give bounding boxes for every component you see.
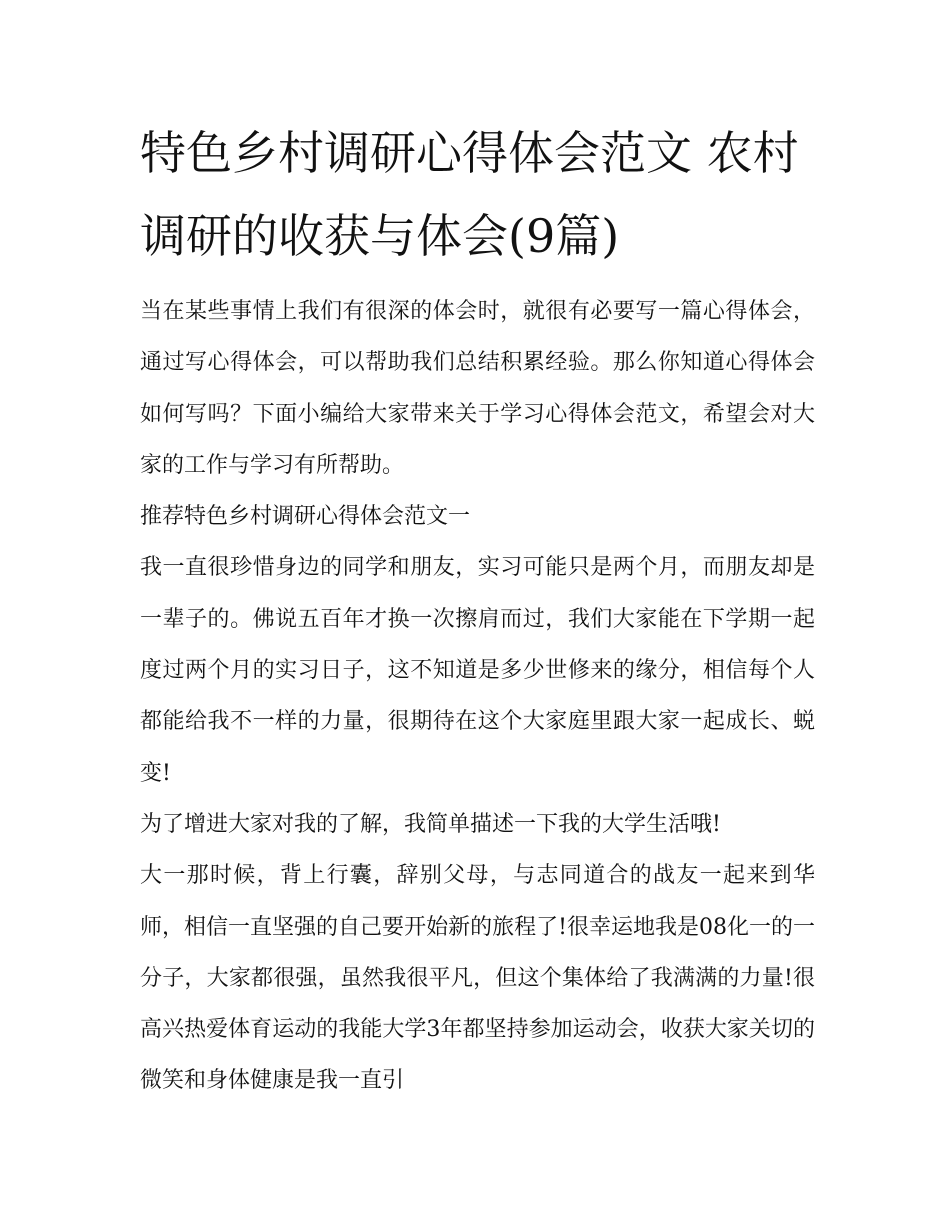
body-paragraph: 我一直很珍惜身边的同学和朋友，实习可能只是两个月，而朋友却是一辈子的。佛说五百年才换一次擦肩而过，我们大家能在下学期一起度过两个月的实习日子，这不知道是多少世修来的缘分，相信每个人都能给我不一样的力量，很期待在这个大家庭里跟大家一起成长、蜕变! [140, 555, 815, 786]
intro-paragraph: 当在某些事情上我们有很深的体会时，就很有必要写一篇心得体会，通过写心得体会，可以帮助我们总结积累经验。那么你知道心得体会如何写吗？下面小编给大家带来关于学习心得体会范文，希望会对大家的工作与学习有所帮助。 [140, 299, 815, 478]
document-page [140, 112, 815, 1107]
body-paragraph: 大一那时候，背上行囊，辞别父母，与志同道合的战友一起来到华师，相信一直坚强的自己要开始新的旅程了!很幸运地我是08化一的一分子，大家都很强，虽然我很平凡，但这个集体给了我满满的力量!很高兴热爱体育运动的我能大学3年都坚持参加运动会，收获大家关切的微笑和身体健康是我一直引 [140, 863, 815, 1094]
document-title: 特色乡村调研心得体会范文 农村调研的收获与体会(9篇) [140, 126, 799, 263]
body-paragraph: 为了增进大家对我的了解，我简单描述一下我的大学生活哦! [140, 811, 721, 837]
section-heading: 推荐特色乡村调研心得体会范文一 [140, 504, 471, 530]
